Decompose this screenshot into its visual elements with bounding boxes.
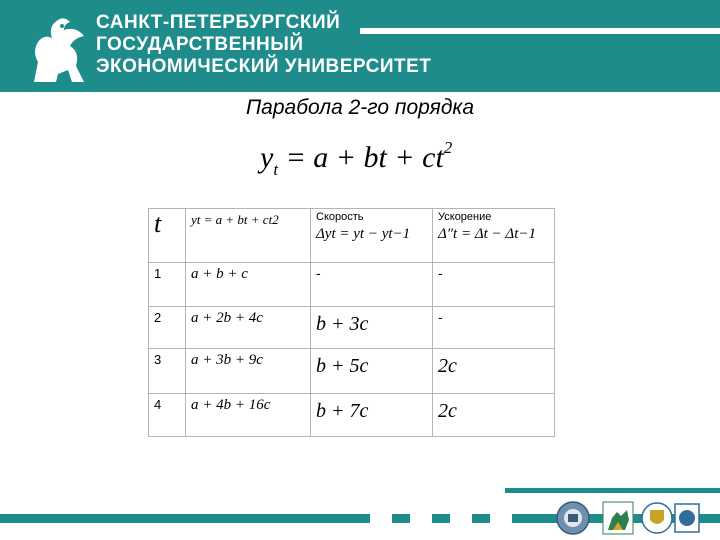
formula-rhs-sup: 2 [443, 138, 453, 157]
footer-badges [555, 500, 705, 536]
header-cell-y [186, 209, 311, 263]
cell-accel [433, 263, 555, 307]
row-y: a + b + c [191, 266, 248, 282]
table-row [149, 307, 555, 349]
formula-rhs: = a + bt + ct [285, 141, 444, 174]
griffin-emblem-icon [603, 502, 633, 534]
header-accel-formula: Δ″t = Δt − Δt−1 [438, 226, 537, 242]
slide-title: Парабола 2-го порядка [245, 96, 475, 119]
row-accel: 2c [438, 355, 457, 377]
cell-y [186, 307, 311, 349]
table-row [149, 263, 555, 307]
footer-dashes [370, 514, 550, 523]
row-t: 2 [154, 310, 162, 325]
header-cell-speed [311, 209, 433, 263]
row-speed: b + 7c [316, 400, 369, 422]
row-accel: - [438, 309, 443, 325]
header-cell-accel [433, 209, 555, 263]
table-header-row [149, 209, 555, 263]
cell-speed [311, 394, 433, 437]
row-speed: b + 5c [316, 355, 369, 377]
header-accel-label: Ускорение [438, 211, 492, 223]
cell-accel [433, 349, 555, 394]
row-y: a + 3b + 9c [191, 352, 263, 368]
header-speed-label: Скорость [316, 211, 364, 223]
row-speed: b + 3c [316, 313, 369, 335]
row-accel: - [438, 265, 443, 281]
cell-accel [433, 307, 555, 349]
cell-speed [311, 263, 433, 307]
university-name-line-3: ЭКОНОМИЧЕСКИЙ УНИВЕРСИТЕТ [96, 56, 432, 77]
cell-t [149, 307, 186, 349]
shield-emblem-icon [642, 503, 699, 533]
cell-y [186, 394, 311, 437]
cell-speed [311, 349, 433, 394]
cell-y [186, 263, 311, 307]
griffin-logo-icon [24, 12, 90, 84]
parabola-table [148, 208, 555, 437]
header-y-formula: yt = a + bt + ct2 [191, 212, 279, 227]
cell-t [149, 263, 186, 307]
cell-y [186, 349, 311, 394]
university-name-line-2: ГОСУДАРСТВЕННЫЙ [96, 34, 304, 55]
header-t: t [154, 209, 162, 238]
header-cell-t [149, 209, 186, 263]
row-accel: 2c [438, 400, 457, 422]
formula-lhs-sub: t [273, 160, 279, 179]
row-t: 4 [154, 397, 162, 412]
university-name [96, 12, 431, 78]
row-y: a + 4b + 16c [191, 397, 271, 413]
header-speed-formula: Δyt = yt − yt−1 [316, 226, 411, 242]
row-t: 3 [154, 352, 162, 367]
main-formula [260, 138, 452, 180]
university-name-line-1: САНКТ-ПЕТЕРБУРГСКИЙ [96, 12, 341, 33]
footer-accent-line [505, 488, 720, 493]
header-band [0, 0, 720, 92]
formula-lhs: y [260, 141, 274, 174]
row-speed: - [316, 265, 321, 281]
table-row [149, 349, 555, 394]
cell-t [149, 394, 186, 437]
row-t: 1 [154, 266, 162, 281]
university-seal-icon [557, 502, 589, 534]
cell-t [149, 349, 186, 394]
table-row [149, 394, 555, 437]
row-y: a + 2b + 4c [191, 310, 263, 326]
cell-speed [311, 307, 433, 349]
cell-accel [433, 394, 555, 437]
